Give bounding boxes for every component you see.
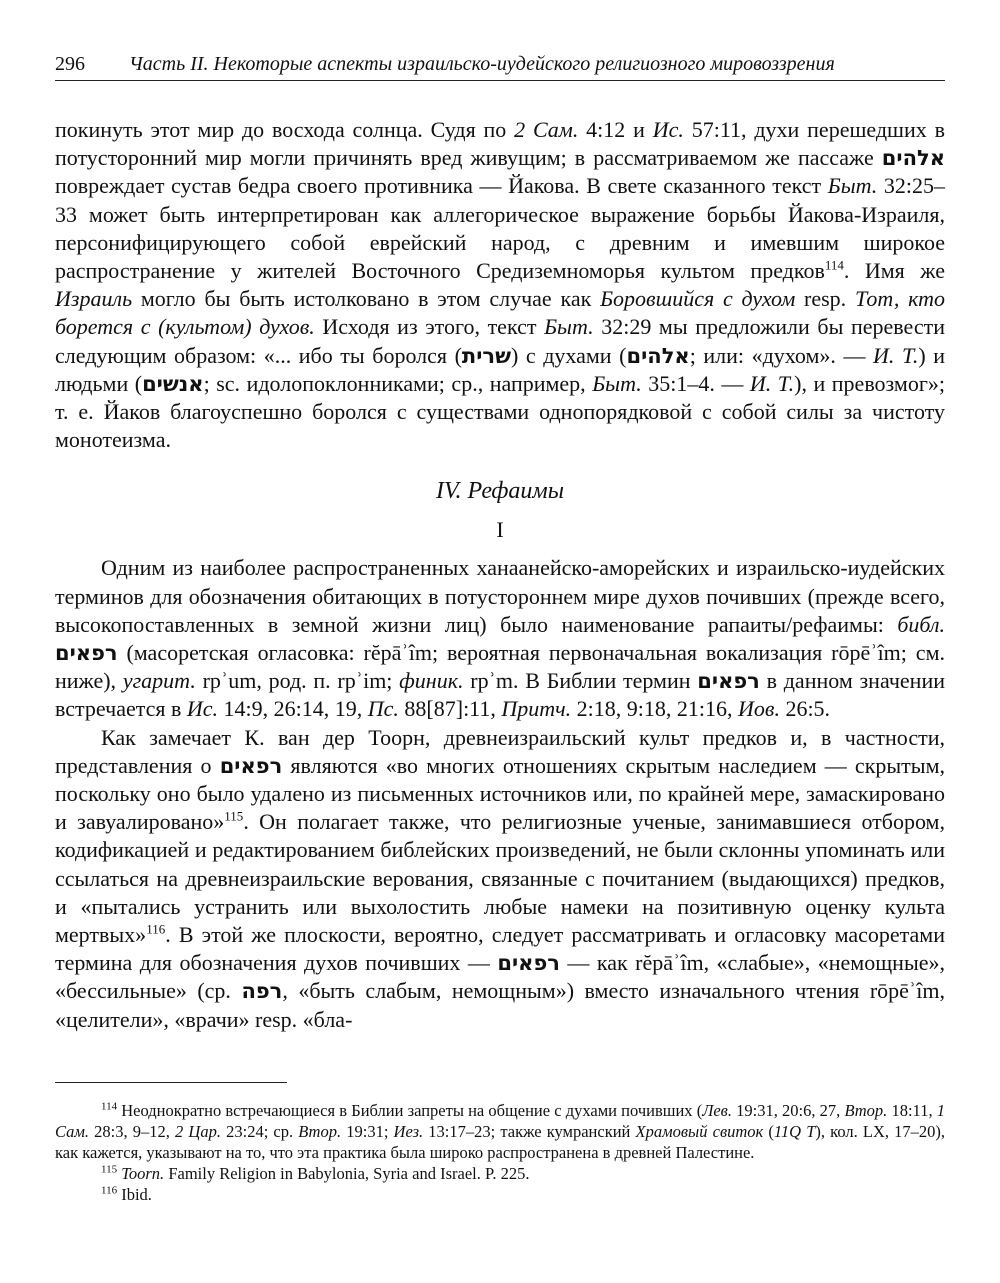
text-run: rpʾm. В Библии термин [463,668,698,694]
bible-reference: Иов. [738,696,780,722]
bible-reference: Быт. [827,173,878,199]
text-run: Family Religion in Babylonia, Syria and Israel. P. 225. [164,1164,530,1183]
footnote-116 [55,1184,945,1205]
text-run: Неоднократно встречающиеся в Библии запреты на общение с духами почивших ( [117,1101,703,1120]
footnote-marker[interactable]: 115 [224,808,244,824]
source-title: Храмовый свиток [635,1122,764,1141]
text-run: 88[87]:11, [398,696,502,722]
text-run: 32:29 мы предложили бы перевести следующим образом: «... ибо ты боролся ( [55,314,945,368]
bible-reference: Втор. [298,1122,342,1141]
translator-initials: И. Т. [749,370,795,396]
text-run: — как rĕpāʾîm, «слабые», «немощные», «бессильные» (ср. [55,950,945,1004]
bible-reference: Втор. [844,1101,888,1120]
text-run: . В этой же плоскости, вероятно, следует рассматривать и огласовку масоретами термина для обозначения духов почивших — [55,922,945,976]
text-run: rpʾum, род. п. rpʾim; [195,668,400,694]
page-number: 296 [55,53,85,75]
text-run: в данном значении встречается в [55,668,945,722]
text-run: Как замечает К. ван дер Тоорн, древнеизраильский культ предков и, в частности, представления о [55,724,945,778]
paragraph-1 [55,116,945,454]
text-run: ), и превозмог»; т. е. Йаков благоуспешно боролся с существами однопорядковой с собой силы за чистоту монотеизма. [55,370,945,453]
text-run: ), кол. LX, 17–20), как кажется, указывают на то, что эта практика была широко распространена в древней Палестине. [55,1122,945,1162]
hebrew-term: רפאים [697,669,760,694]
footnote-number: 115 [101,1163,118,1176]
bible-reference: Быт. [592,370,642,396]
text-run: 4:12 и [578,117,653,142]
text-run: 57:11, духи перешедших в потусторонний мир могли причинять вред живущим; в рассматриваемом же пассаже [55,117,945,171]
text-run: покинуть этот мир до восхода солнца. Судя по [55,117,515,142]
text-run: Одним из наиболее распространенных ханаанейско-аморейских и израильско-иудейских терминов для обозначения обитающих в потустороннем мире духов почивших (прежде всего, высокопоставленных в земной жизни лиц) было наименование рапаиты/рефаимы: [55,555,945,637]
text-run: ) с духами ( [511,342,627,368]
footnote-number: 116 [101,1184,118,1197]
bible-reference: Быт. [544,314,594,340]
italic-term: Тот, кто борется с (культом) духов. [55,286,946,340]
text-run: повреждает сустав бедра своего противника — Йакова. В свете сказанного текст [55,173,828,199]
bible-reference: 1 Сам. [55,1101,945,1141]
text-run: ; sc. идолопоклонниками; ср., например, [203,370,593,396]
footnote-marker[interactable]: 116 [146,921,166,937]
footnote-marker[interactable]: 114 [824,257,844,273]
hebrew-term: רפה [241,979,283,1004]
running-header [55,50,945,81]
text-run: Исходя из этого, текст [314,314,545,340]
footnote-divider [55,1082,287,1083]
source-siglum: 11Q T [773,1122,816,1141]
bible-reference: 2 Цар. [175,1122,221,1141]
text-run: resp. [795,286,855,312]
hebrew-term: רפאים [55,641,118,666]
footnote-number: 114 [101,1100,118,1113]
text-run: ( [763,1122,774,1141]
text-run: 19:31; [341,1122,394,1141]
italic-term: библ. [897,611,945,637]
text-run: (масоретская огласовка: rĕpāʾîm; вероятная первоначальная вокализация rōpēʾîm; см. ниже), [55,640,945,694]
footnote-115 [55,1163,945,1184]
bible-reference: Ис. [186,696,219,722]
bible-reference: Пс. [367,696,399,722]
section-title: IV. Рефаимы [435,478,564,505]
text-run: 26:5. [779,696,831,722]
text-run: 14:9, 26:14, 19, [218,696,368,722]
hebrew-term: רפאים [219,753,283,778]
subsection-number: I [496,517,504,543]
text-run: ; или: «духом». — [689,342,874,368]
paragraph-2 [55,554,945,723]
text-run: 28:3, 9–12, [89,1122,176,1141]
hebrew-term: שרית [461,343,512,368]
text-run: ) и людьми ( [55,342,945,396]
author-name: Toorn. [121,1164,165,1183]
hebrew-term: אנשים [142,371,204,396]
text-run: 35:1–4. — [641,370,750,396]
italic-term: Боровшийся с духом [600,286,796,312]
bible-reference: Ис. [652,117,684,142]
italic-term: финик. [399,668,464,694]
footnotes [55,1100,945,1205]
text-run: 2:18, 9:18, 21:16, [571,696,738,722]
text-run: , «быть слабым, немощным») вместо изначального чтения rōpēʾîm, «целители», «врачи» resp. «бла- [55,978,945,1032]
italic-term: угарит. [122,668,196,694]
text-run: . Он полагает также, что религиозные ученые, занимавшиеся отбором, кодификацией и редактированием библейских произведений, не были склонны упоминать или ссылаться на древнеизраильские верования, связанные с почитанием (выдающихся) предков, и «пытались устранить или выхолостить любые намеки на позитивную оценку культа мертвых» [55,809,945,948]
text-run: Ibid. [117,1185,152,1204]
text-run: . Имя же [843,258,945,284]
bible-reference: Лев. [702,1101,732,1120]
hebrew-term: אלהים [626,343,690,368]
main-text [55,116,945,1034]
text-run: 19:31, 20:6, 27, [731,1101,845,1120]
bible-reference: 2 Сам. [514,117,579,142]
text-run: являются «во многих отношениях скрытым наследием — скрытым, поскольку оно было удалено из письменных источников или, по крайней мере, замаскировано и завуалировано» [55,752,945,835]
text-run: 23:24; ср. [220,1122,299,1141]
bible-reference: Иез. [393,1122,424,1141]
translator-initials: И. Т. [873,342,919,368]
hebrew-term: אלהים [881,146,945,171]
text-run: 13:17–23; также кумранский [423,1122,636,1141]
footnote-114 [55,1100,945,1163]
running-title: Часть II. Некоторые аспекты израильско-иудейского религиозного мировоззрения [129,53,835,75]
hebrew-term: רפאים [497,951,560,976]
text-run: могло бы быть истолковано в этом случае как [132,286,601,312]
bible-reference: Притч. [501,696,572,722]
text-run: 18:11, [887,1101,937,1120]
paragraph-3 [55,724,945,1034]
text-run: 32:25–33 может быть интерпретирован как аллегорическое выражение борьбы Йакова-Израиля, персонифицирующего собой еврейский народ, с древним и имевшим широкое распространение у жителей Восточного Средиземноморья культом предков [55,173,945,284]
italic-term: Израиль [55,286,133,312]
